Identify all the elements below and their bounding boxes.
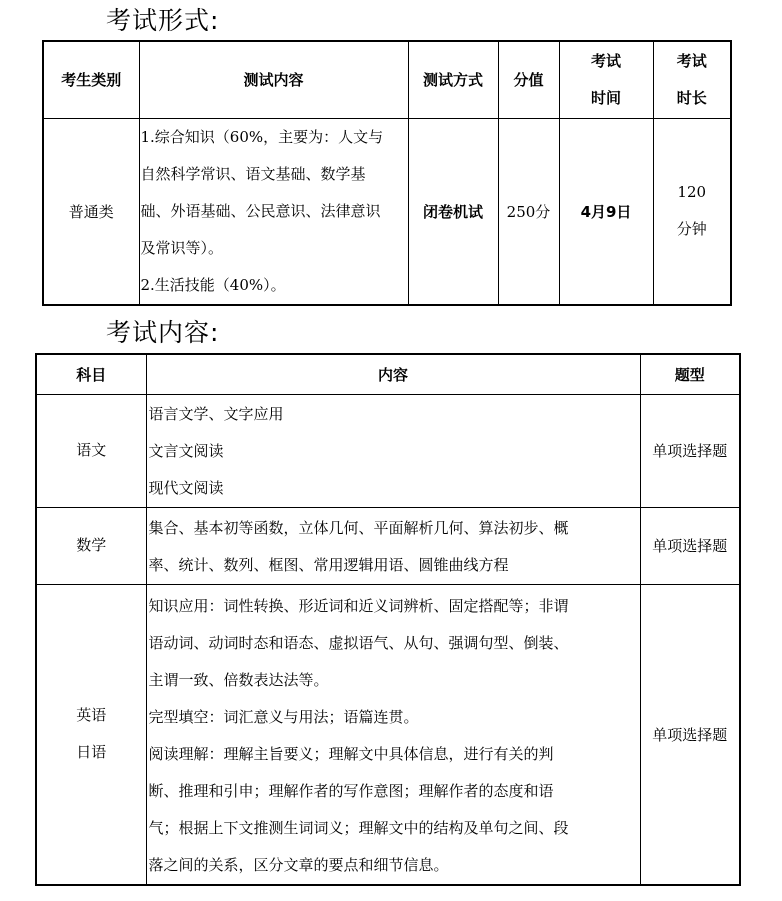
content-line: 及常识等）。 <box>140 238 224 257</box>
content-cell <box>146 584 640 885</box>
duration-line1: 120 <box>677 183 707 202</box>
content-cell <box>146 507 640 584</box>
content-cell <box>146 394 640 507</box>
content-line: 语动词、动词时态和语态、虚拟语气、从句、强调句型、倒装、 <box>148 633 569 652</box>
exam-content-table <box>35 353 741 886</box>
content-line: 集合、基本初等函数，立体几何、平面解析几何、算法初步、概 <box>148 518 569 537</box>
header-exam-time-line1: 考试 <box>590 51 621 70</box>
header-question-type: 题型 <box>640 354 740 394</box>
header-score: 分值 <box>498 41 559 118</box>
question-type-cell: 单项选择题 <box>640 584 740 885</box>
header-method: 测试方式 <box>408 41 498 118</box>
content-line: 知识应用：词性转换、形近词和近义词辨析、固定搭配等；非谓 <box>148 596 569 615</box>
question-type-cell: 单项选择题 <box>640 507 740 584</box>
header-exam-duration <box>653 41 731 118</box>
content-line: 完型填空：词汇意义与用法；语篇连贯。 <box>148 707 419 726</box>
content-line: 落之间的关系，区分文章的要点和细节信息。 <box>148 855 449 874</box>
content-line: 2.生活技能（40%）。 <box>140 275 286 294</box>
content-line: 气；根据上下文推测生词词义；理解文中的结构及单句之间、段 <box>148 818 569 837</box>
header-exam-time-line2: 时间 <box>590 88 621 107</box>
exam-format-table <box>42 40 732 306</box>
subject-cell <box>36 394 146 507</box>
content-line: 断、推理和引申；理解作者的写作意图；理解作者的态度和语 <box>148 781 554 800</box>
exam-content-header-row <box>36 354 740 394</box>
score-cell: 250分 <box>498 118 559 305</box>
content-line: 现代文阅读 <box>148 478 224 497</box>
exam-format-row <box>43 118 731 305</box>
category-cell: 普通类 <box>43 118 139 305</box>
exam-format-header-row <box>43 41 731 118</box>
content-line: 主谓一致、倍数表达法等。 <box>148 670 329 689</box>
header-exam-duration-line2: 时长 <box>676 88 707 107</box>
table-row <box>36 394 740 507</box>
header-exam-duration-line1: 考试 <box>676 51 707 70</box>
subject-name: 英语 <box>76 706 107 724</box>
content-line: 语言文学、文字应用 <box>148 404 284 423</box>
subject-name: 语文 <box>76 441 107 459</box>
table-row <box>36 584 740 885</box>
header-content: 内容 <box>146 354 640 394</box>
content-line: 自然科学常识、语文基础、数学基 <box>140 164 366 183</box>
content-line: 1.综合知识（60%，主要为：人文与 <box>140 127 384 146</box>
content-line: 文言文阅读 <box>148 441 224 460</box>
subject-name: 数学 <box>76 536 107 554</box>
header-content: 测试内容 <box>139 41 408 118</box>
content-cell <box>139 118 408 305</box>
exam-time-cell: 4月9日 <box>559 118 653 305</box>
header-subject: 科目 <box>36 354 146 394</box>
table-row <box>36 507 740 584</box>
subject-cell <box>36 584 146 885</box>
duration-line2: 分钟 <box>676 220 707 239</box>
content-line: 阅读理解：理解主旨要义；理解文中具体信息，进行有关的判 <box>148 744 554 763</box>
question-type-cell: 单项选择题 <box>640 394 740 507</box>
header-category: 考生类别 <box>43 41 139 118</box>
subject-name: 日语 <box>76 743 107 761</box>
duration-cell <box>653 118 731 305</box>
header-exam-time <box>559 41 653 118</box>
content-line: 础、外语基础、公民意识、法律意识 <box>140 201 381 220</box>
content-line: 率、统计、数列、框图、常用逻辑用语、圆锥曲线方程 <box>148 555 509 574</box>
section-title-exam-content: 考试内容: <box>106 318 220 347</box>
subject-cell <box>36 507 146 584</box>
section-title-exam-format: 考试形式: <box>106 6 220 35</box>
method-cell: 闭卷机试 <box>408 118 498 305</box>
